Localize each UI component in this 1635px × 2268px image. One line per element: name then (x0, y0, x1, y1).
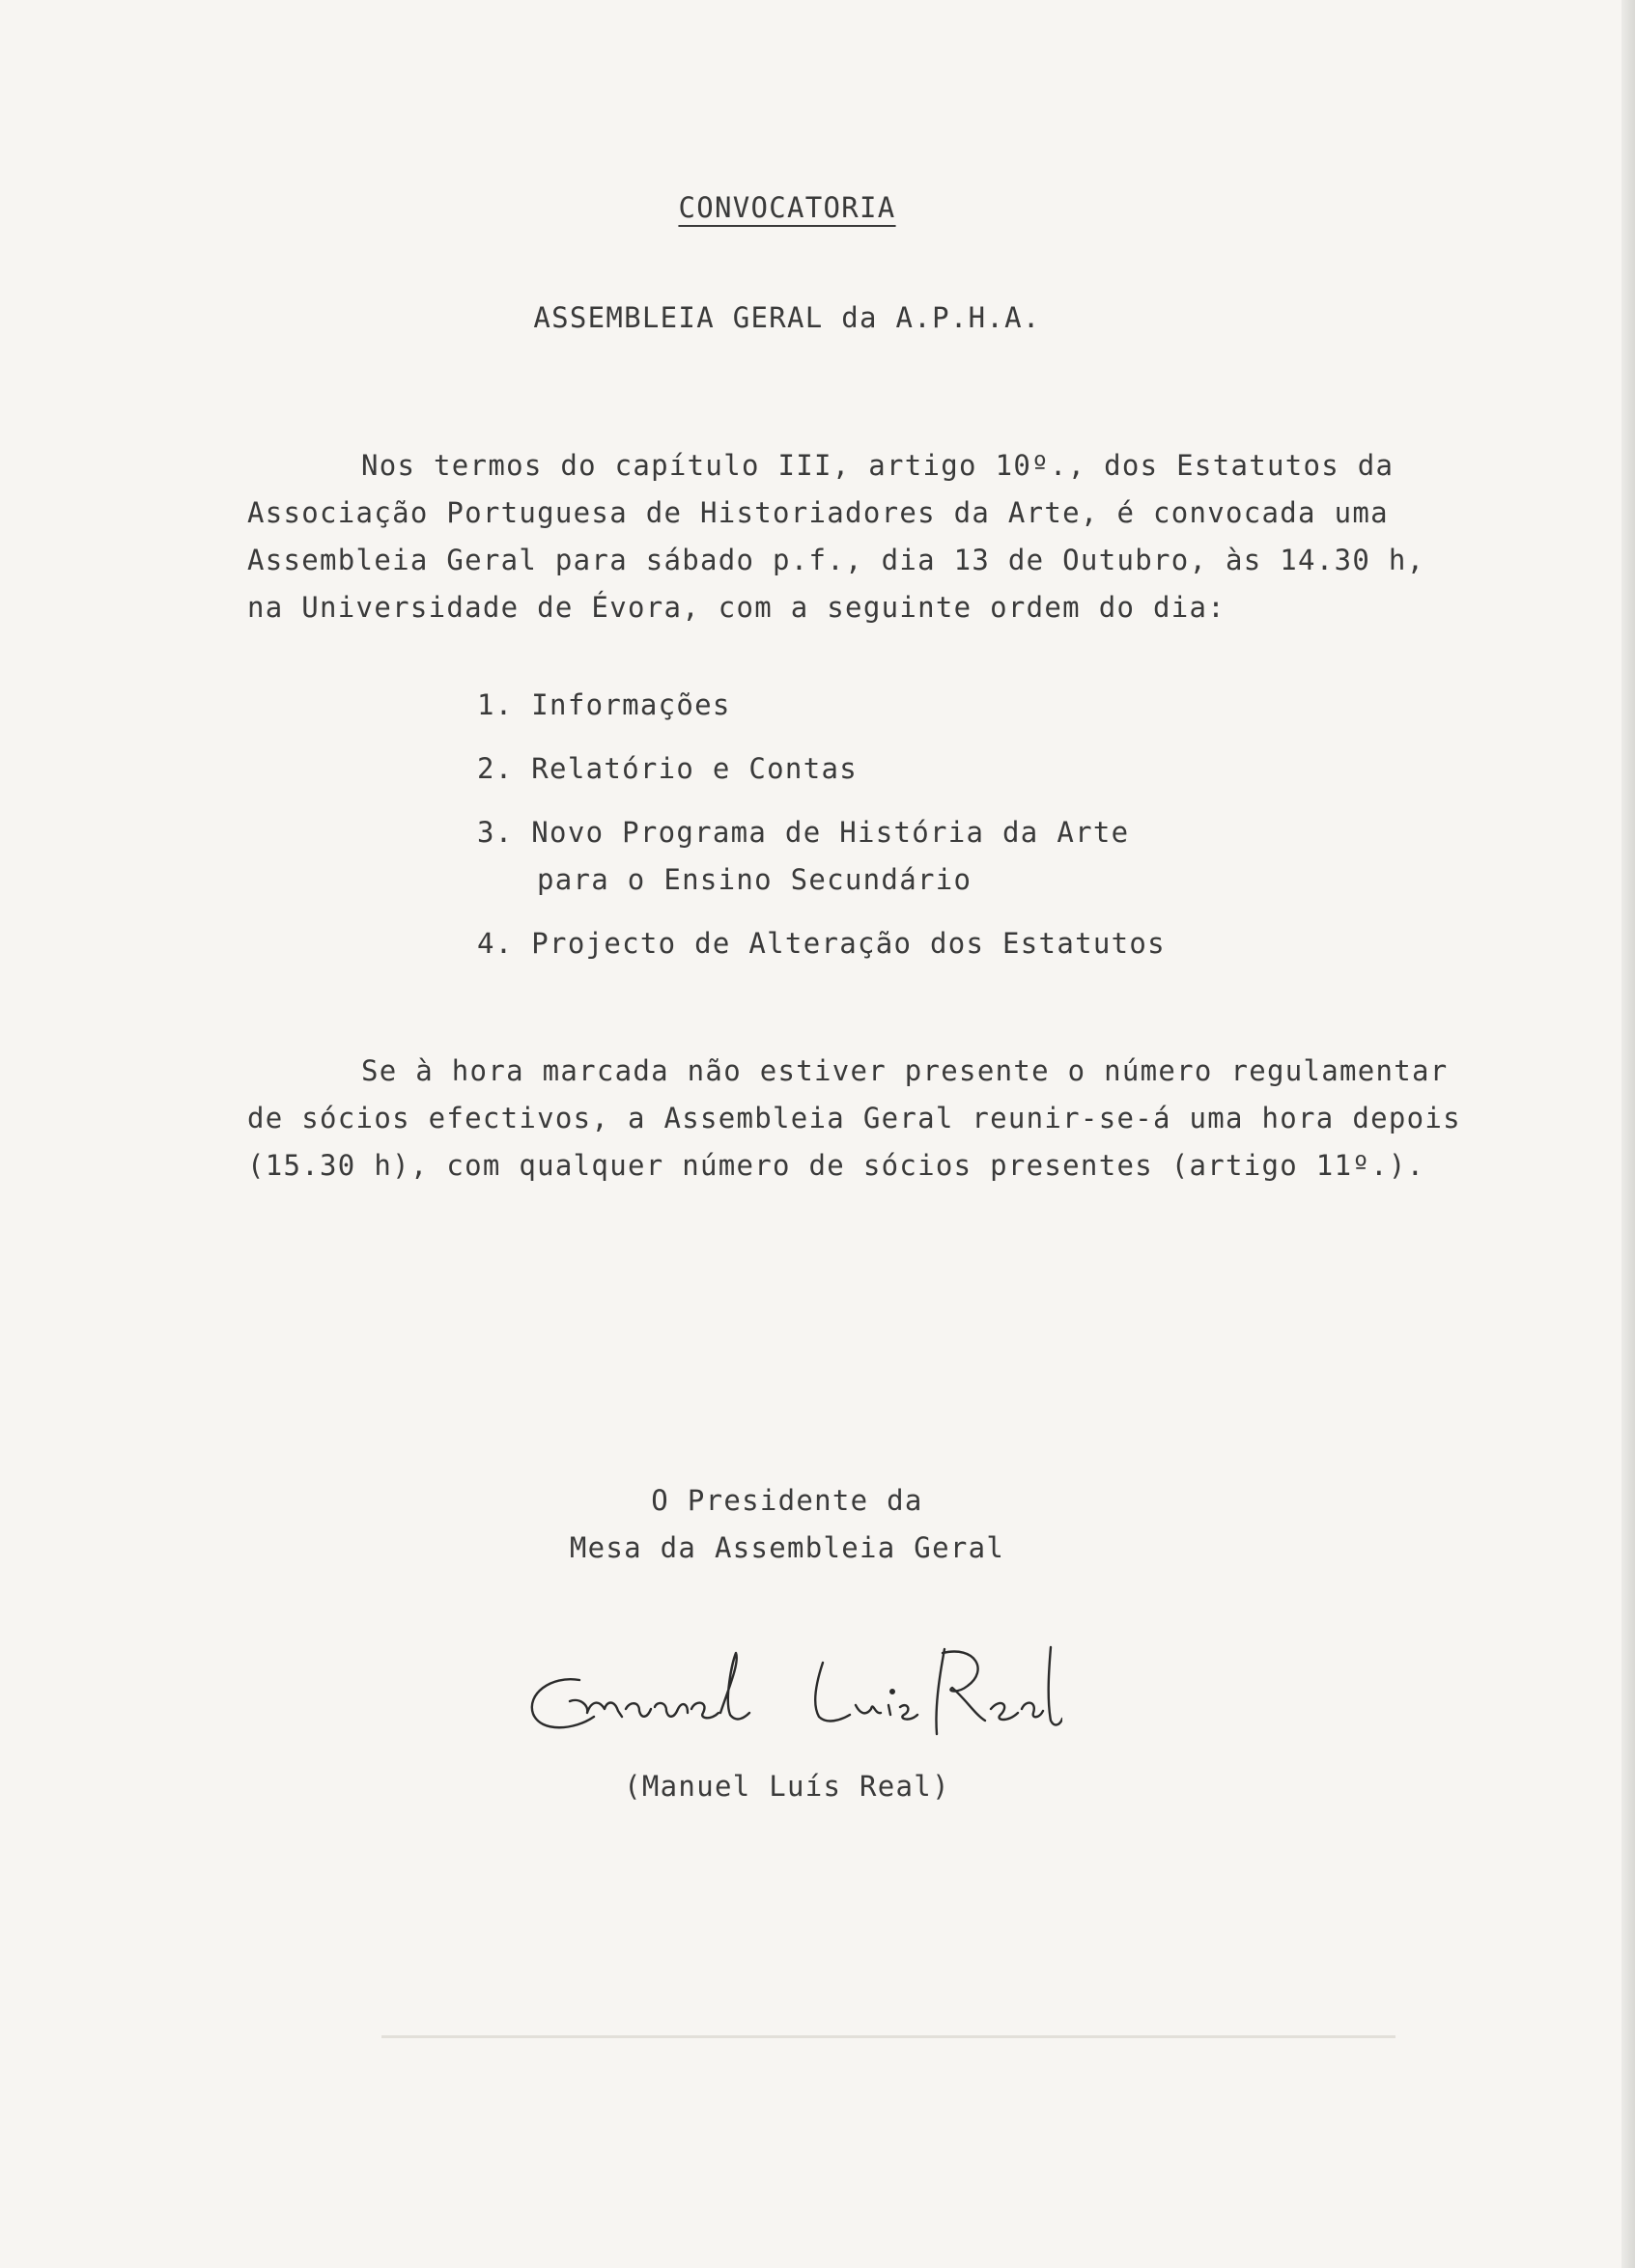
paragraph-line: (15.30 h), com qualquer número de sócios presentes (artigo 11º.). (247, 1149, 1425, 1182)
paragraph-line: Associação Portuguesa de Historiadores da Arte, é convocada uma (247, 496, 1389, 529)
quorum-paragraph (247, 1048, 1461, 1190)
paragraph-line: Assembleia Geral para sábado p.f., dia 13 de Outubro, às 14.30 h, (247, 544, 1425, 576)
paper-edge (1621, 0, 1635, 2268)
handwritten-signature (522, 1641, 1062, 1748)
paragraph-line: Se à hora marcada não estiver presente o número regulamentar (361, 1054, 1449, 1087)
agenda-item (477, 745, 1166, 809)
agenda-item-number: 4. (477, 927, 514, 960)
opening-paragraph (247, 442, 1424, 631)
agenda-item-continuation: para o Ensino Secundário (537, 863, 973, 896)
agenda-item (477, 809, 1166, 920)
paragraph-line: Nos termos do capítulo III, artigo 10º., dos Estatutos da (361, 449, 1395, 482)
agenda-item-text: Informações (531, 688, 731, 721)
paragraph-line: de sócios efectivos, a Assembleia Geral reunir-se-á uma hora depois (247, 1102, 1461, 1134)
agenda-item-number: 1. (477, 688, 514, 721)
signatory-name: (Manuel Luís Real) (624, 1770, 950, 1803)
agenda-item-number: 3. (477, 816, 514, 849)
agenda-item-number: 2. (477, 752, 514, 785)
signatory-title (0, 1477, 1574, 1572)
bleed-through-line (381, 2035, 1395, 2038)
document-subtitle: ASSEMBLEIA GERAL da A.P.H.A. (533, 301, 1041, 334)
signatory-title-line: O Presidente da (651, 1484, 923, 1517)
agenda-item-text: Relatório e Contas (531, 752, 858, 785)
agenda-item (477, 682, 1166, 745)
agenda-item (477, 920, 1166, 984)
agenda-item-text: Novo Programa de História da Arte (531, 816, 1130, 849)
agenda-list (477, 682, 1166, 984)
agenda-item-text: Projecto de Alteração dos Estatutos (531, 927, 1166, 960)
paragraph-line: na Universidade de Évora, com a seguinte ordem do dia: (247, 591, 1226, 624)
signatory-title-line: Mesa da Assembleia Geral (569, 1531, 1005, 1564)
document-title: CONVOCATORIA (678, 191, 896, 224)
